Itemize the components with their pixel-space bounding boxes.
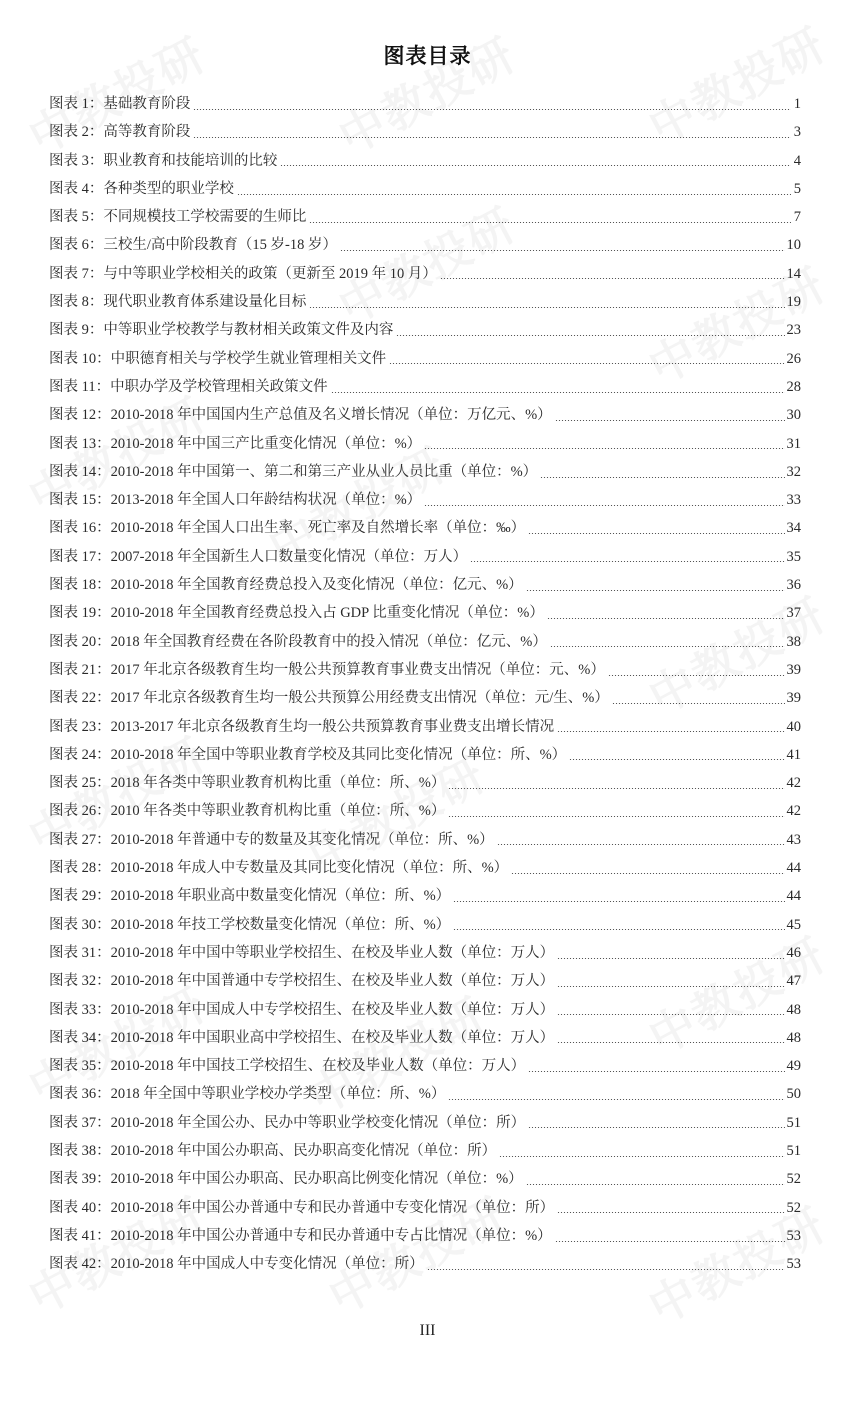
toc-entry-page[interactable]: 39 <box>786 690 801 707</box>
table-of-figures <box>49 90 801 1278</box>
dot-leader <box>280 165 791 166</box>
toc-entry-label[interactable]: 图表 8：现代职业教育体系建设量化目标 <box>49 294 307 311</box>
toc-entry[interactable] <box>49 401 801 429</box>
toc-entry-label[interactable]: 图表 42：2010-2018 年中国成人中专变化情况（单位：所） <box>49 1256 424 1273</box>
dot-leader <box>569 759 784 760</box>
toc-entry-label[interactable]: 图表 14：2010-2018 年中国第一、第二和第三产业从业人员比重（单位：%） <box>49 463 538 480</box>
toc-entry-page[interactable]: 50 <box>786 1086 801 1103</box>
dot-leader <box>557 1042 784 1043</box>
toc-entry[interactable] <box>49 260 801 288</box>
toc-entry-page[interactable]: 45 <box>786 916 801 933</box>
toc-entry-page[interactable]: 44 <box>786 860 801 877</box>
toc-entry[interactable] <box>49 769 801 797</box>
toc-entry-page[interactable]: 51 <box>786 1114 801 1131</box>
dot-leader <box>608 675 785 676</box>
toc-entry[interactable] <box>49 939 801 967</box>
toc-entry[interactable] <box>49 797 801 825</box>
toc-entry[interactable] <box>49 599 801 627</box>
toc-entry-label[interactable]: 图表 22：2017 年北京各级教育生均一般公共预算公用经费支出情况（单位：元/生、%） <box>49 690 609 707</box>
toc-entry-page[interactable]: 35 <box>786 548 801 565</box>
toc-entry-page[interactable]: 52 <box>786 1171 801 1188</box>
toc-entry[interactable] <box>49 684 801 712</box>
toc-entry[interactable] <box>49 628 801 656</box>
toc-entry-page[interactable]: 32 <box>786 463 801 480</box>
dot-leader <box>557 1014 784 1015</box>
toc-entry[interactable] <box>49 1052 801 1080</box>
dot-leader <box>193 109 791 110</box>
toc-entry-label[interactable]: 图表 23：2013-2017 年北京各级教育生均一般公共预算教育事业费支出增长情况 <box>49 718 555 735</box>
toc-entry-page[interactable]: 48 <box>786 1029 801 1046</box>
toc-entry-page[interactable]: 3 <box>793 124 801 141</box>
toc-entry[interactable] <box>49 373 801 401</box>
dot-leader <box>557 1212 784 1213</box>
toc-entry-page[interactable]: 53 <box>786 1256 801 1273</box>
dot-leader <box>309 222 791 223</box>
page-number: III <box>419 1322 436 1339</box>
toc-entry-label[interactable]: 图表 32：2010-2018 年中国普通中专学校招生、在校及毕业人数（单位：万人） <box>49 973 555 990</box>
toc-entry-page[interactable]: 1 <box>793 96 801 112</box>
toc-entry-page[interactable]: 42 <box>786 803 801 820</box>
toc-entry-page[interactable]: 39 <box>786 661 801 678</box>
dot-leader <box>424 448 784 449</box>
toc-entry[interactable] <box>49 458 801 486</box>
toc-entry-page[interactable]: 30 <box>786 407 801 424</box>
toc-entry-label[interactable]: 图表 40：2010-2018 年中国公办普通中专和民办普通中专变化情况（单位：所） <box>49 1199 555 1216</box>
toc-entry-page[interactable]: 46 <box>786 944 801 961</box>
toc-entry[interactable] <box>49 175 801 203</box>
toc-entry[interactable] <box>49 118 801 146</box>
toc-entry[interactable] <box>49 1080 801 1108</box>
toc-entry-page[interactable]: 4 <box>793 152 801 169</box>
toc-entry-label[interactable]: 图表 41：2010-2018 年中国公办普通中专和民办普通中专占比情况（单位：%） <box>49 1227 552 1244</box>
toc-entry-page[interactable]: 31 <box>786 435 801 452</box>
dot-leader <box>526 1184 785 1185</box>
dot-leader <box>557 986 784 987</box>
toc-entry[interactable] <box>49 90 801 118</box>
toc-entry-page[interactable]: 5 <box>793 180 801 197</box>
toc-entry[interactable] <box>49 713 801 741</box>
toc-entry-page[interactable]: 51 <box>786 1142 801 1159</box>
toc-entry-page[interactable]: 28 <box>786 378 801 395</box>
toc-entry[interactable] <box>49 288 801 316</box>
dot-leader <box>440 278 785 279</box>
toc-entry[interactable] <box>49 486 801 514</box>
toc-entry-page[interactable]: 47 <box>786 973 801 990</box>
dot-leader <box>555 420 785 421</box>
toc-entry-page[interactable]: 36 <box>786 577 801 594</box>
toc-entry-label[interactable]: 图表 27：2010-2018 年普通中专的数量及其变化情况（单位：所、%） <box>49 831 494 848</box>
toc-entry-page[interactable]: 33 <box>786 492 801 509</box>
toc-entry[interactable] <box>49 1165 801 1193</box>
toc-entry-page[interactable]: 53 <box>786 1227 801 1244</box>
toc-entry[interactable] <box>49 147 801 175</box>
toc-entry[interactable] <box>49 1109 801 1137</box>
toc-entry-label[interactable]: 图表 9：中等职业学校教学与教材相关政策文件及内容 <box>49 322 394 339</box>
toc-entry-label[interactable]: 图表 6：三校生/高中阶段教育（15 岁-18 岁） <box>49 237 337 254</box>
toc-entry[interactable] <box>49 826 801 854</box>
toc-entry[interactable] <box>49 231 801 259</box>
dot-leader <box>528 1071 784 1072</box>
toc-entry-label[interactable]: 图表 7：与中等职业学校相关的政策（更新至 2019 年 10 月） <box>49 265 437 282</box>
toc-entry[interactable] <box>49 203 801 231</box>
toc-entry-page[interactable]: 14 <box>786 265 801 282</box>
toc-entry-label[interactable]: 图表 38：2010-2018 年中国公办职高、民办职高变化情况（单位：所） <box>49 1142 497 1159</box>
toc-entry-label[interactable]: 图表 12：2010-2018 年中国国内生产总值及名义增长情况（单位：万亿元、%） <box>49 407 552 424</box>
dot-leader <box>448 1099 784 1100</box>
toc-entry-page[interactable]: 7 <box>793 209 801 226</box>
toc-entry-label[interactable]: 图表 24：2010-2018 年全国中等职业教育学校及其同比变化情况（单位：所、%） <box>49 746 567 763</box>
dot-leader <box>557 958 784 959</box>
dot-leader <box>309 307 784 308</box>
toc-entry-label[interactable]: 图表 31：2010-2018 年中国中等职业学校招生、在校及毕业人数（单位：万人） <box>49 944 555 961</box>
toc-entry[interactable] <box>49 882 801 910</box>
dot-leader <box>193 137 791 138</box>
dot-leader <box>340 250 785 251</box>
toc-entry-label[interactable]: 图表 10：中职德育相关与学校学生就业管理相关文件 <box>49 350 387 367</box>
toc-entry-page[interactable]: 48 <box>786 1001 801 1018</box>
dot-leader <box>497 844 785 845</box>
toc-entry-label[interactable]: 图表 34：2010-2018 年中国职业高中学校招生、在校及毕业人数（单位：万人） <box>49 1029 555 1046</box>
toc-entry-page[interactable]: 41 <box>786 746 801 763</box>
toc-entry-label[interactable]: 图表 39：2010-2018 年中国公办职高、民办职高比例变化情况（单位：%） <box>49 1171 523 1188</box>
toc-entry[interactable] <box>49 543 801 571</box>
toc-entry[interactable] <box>49 1194 801 1222</box>
toc-entry-page[interactable]: 38 <box>786 633 801 650</box>
toc-entry[interactable] <box>49 345 801 373</box>
toc-entry-label[interactable]: 图表 5：不同规模技工学校需要的生师比 <box>49 209 307 226</box>
toc-entry-label[interactable]: 图表 1：基础教育阶段 <box>49 96 191 112</box>
toc-entry[interactable] <box>49 1250 801 1278</box>
toc-entry-label[interactable]: 图表 11：中职办学及学校管理相关政策文件 <box>49 378 328 395</box>
dot-leader <box>547 618 785 619</box>
toc-entry-label[interactable]: 图表 16：2010-2018 年全国人口出生率、死亡率及自然增长率（单位：‰） <box>49 520 526 537</box>
toc-entry[interactable] <box>49 316 801 344</box>
toc-entry-page[interactable]: 26 <box>786 350 801 367</box>
toc-entry-page[interactable]: 23 <box>786 322 801 339</box>
toc-entry-page[interactable]: 37 <box>786 605 801 622</box>
toc-entry-page[interactable]: 40 <box>786 718 801 735</box>
toc-entry-page[interactable]: 10 <box>786 237 801 254</box>
toc-entry[interactable] <box>49 1137 801 1165</box>
toc-entry[interactable] <box>49 967 801 995</box>
toc-entry[interactable] <box>49 854 801 882</box>
dot-leader <box>555 1241 785 1242</box>
toc-entry-label[interactable]: 图表 2：高等教育阶段 <box>49 124 191 141</box>
dot-leader <box>427 1269 785 1270</box>
toc-entry-label[interactable]: 图表 20：2018 年全国教育经费在各阶段教育中的投入情况（单位：亿元、%） <box>49 633 547 650</box>
dot-leader <box>499 1156 784 1157</box>
dot-leader <box>453 929 784 930</box>
dot-leader <box>389 363 784 364</box>
toc-entry-label[interactable]: 图表 30：2010-2018 年技工学校数量变化情况（单位：所、%） <box>49 916 451 933</box>
toc-entry-label[interactable]: 图表 18：2010-2018 年全国教育经费总投入及变化情况（单位：亿元、%） <box>49 577 523 594</box>
toc-entry-label[interactable]: 图表 13：2010-2018 年中国三产比重变化情况（单位：%） <box>49 435 422 452</box>
dot-leader <box>511 873 784 874</box>
toc-entry-label[interactable]: 图表 19：2010-2018 年全国教育经费总投入占 GDP 比重变化情况（单位：%） <box>49 605 544 622</box>
dot-leader <box>526 590 785 591</box>
dot-leader <box>448 788 784 789</box>
toc-entry[interactable] <box>49 996 801 1024</box>
toc-entry-label[interactable]: 图表 35：2010-2018 年中国技工学校招生、在校及毕业人数（单位：万人） <box>49 1058 526 1075</box>
toc-entry-page[interactable]: 42 <box>786 775 801 792</box>
toc-entry[interactable] <box>49 514 801 542</box>
dot-leader <box>557 731 784 732</box>
toc-entry-label[interactable]: 图表 4：各种类型的职业学校 <box>49 180 234 197</box>
toc-entry-page[interactable]: 34 <box>786 520 801 537</box>
toc-entry-page[interactable]: 43 <box>786 831 801 848</box>
dot-leader <box>612 703 785 704</box>
dot-leader <box>453 901 784 902</box>
toc-entry[interactable] <box>49 911 801 939</box>
toc-entry-label[interactable]: 图表 26：2010 年各类中等职业教育机构比重（单位：所、%） <box>49 803 446 820</box>
toc-entry[interactable] <box>49 656 801 684</box>
toc-entry-label[interactable]: 图表 29：2010-2018 年职业高中数量变化情况（单位：所、%） <box>49 888 451 905</box>
toc-entry-label[interactable]: 图表 37：2010-2018 年全国公办、民办中等职业学校变化情况（单位：所） <box>49 1114 526 1131</box>
toc-entry-label[interactable]: 图表 17：2007-2018 年全国新生人口数量变化情况（单位：万人） <box>49 548 468 565</box>
dot-leader <box>396 335 784 336</box>
toc-entry-label[interactable]: 图表 36：2018 年全国中等职业学校办学类型（单位：所、%） <box>49 1086 446 1103</box>
toc-entry-page[interactable]: 19 <box>786 294 801 311</box>
toc-entry-page[interactable]: 52 <box>786 1199 801 1216</box>
toc-entry-label[interactable]: 图表 25：2018 年各类中等职业教育机构比重（单位：所、%） <box>49 775 446 792</box>
toc-entry[interactable] <box>49 430 801 458</box>
dot-leader <box>424 505 784 506</box>
dot-leader <box>550 646 785 647</box>
toc-entry[interactable] <box>49 1222 801 1250</box>
toc-entry-label[interactable]: 图表 3：职业教育和技能培训的比较 <box>49 152 278 169</box>
toc-entry-label[interactable]: 图表 33：2010-2018 年中国成人中专学校招生、在校及毕业人数（单位：万人） <box>49 1001 555 1018</box>
toc-entry-label[interactable]: 图表 21：2017 年北京各级教育生均一般公共预算教育事业费支出情况（单位：元、%） <box>49 661 605 678</box>
dot-leader <box>540 477 784 478</box>
toc-entry[interactable] <box>49 1024 801 1052</box>
dot-leader <box>237 194 791 195</box>
toc-entry[interactable] <box>49 571 801 599</box>
toc-entry[interactable] <box>49 741 801 769</box>
toc-entry-page[interactable]: 44 <box>786 888 801 905</box>
dot-leader <box>448 816 784 817</box>
dot-leader <box>528 533 784 534</box>
dot-leader <box>528 1127 784 1128</box>
toc-entry-page[interactable]: 49 <box>786 1058 801 1075</box>
dot-leader <box>331 392 785 393</box>
toc-entry-label[interactable]: 图表 28：2010-2018 年成人中专数量及其同比变化情况（单位：所、%） <box>49 860 509 877</box>
toc-entry-label[interactable]: 图表 15：2013-2018 年全国人口年龄结构状况（单位：%） <box>49 492 422 509</box>
page-title: 图表目录 <box>383 44 472 69</box>
dot-leader <box>470 561 784 562</box>
